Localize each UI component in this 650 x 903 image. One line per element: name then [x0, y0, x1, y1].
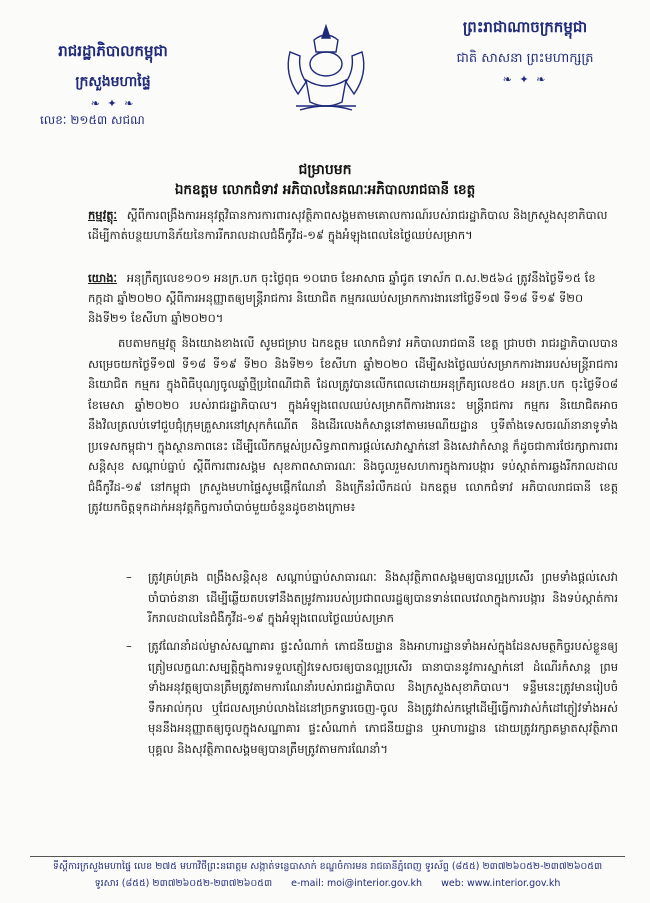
subject-block — [88, 205, 618, 245]
kingdom-header — [425, 18, 625, 86]
reference-text: អនុក្រឹត្យលេខ១០១ អនក្រ.បក ចុះថ្ងៃពុធ ១០រោច ខែអាសាធ ឆ្នាំជូត ទោស័ក ព.ស.២៥៦៤ ត្រូវនឹងថ្ងៃទី១៥ ខែកក្កដា ឆ្នាំ២០២០ ស្តីពីការអនុញ្ញាតឲ្យមន្ត្រីរាជការ និយោជិត កម្មករឈប់សម្រាកការងារនៅថ្ងៃទី១៧ ទី១៨ ទី១៩ ទី២០ និងទី២១ ខែសីហា ឆ្នាំ២០២០។ — [88, 271, 596, 325]
body-paragraph: តបតាមកម្មវត្ថុ និងយោងខាងលើ សូមជម្រាប ឯកឧត្តម លោកជំទាវ អភិបាលរាជធានី ខេត្ត ជ្រាបថា រាជរដ្ឋាភិបាលបានសម្រេចយកថ្ងៃទី១៧ ទី១៨ ទី១៩ ទី២០ និងទី២១ ខែសីហា ឆ្នាំ២០២០ ដើម្បីសងថ្ងៃឈប់សម្រាកការងាររបស់មន្ត្រីរាជការ និយោជិត កម្មករ ក្នុងពិធីបុណ្យចូលឆ្នាំថ្មីប្រពៃណីជាតិ ដែលត្រូវបានលើកពេលដោយអនុក្រឹត្យលេខ៥០ អនក្រ.បក ចុះថ្ងៃទី០៨ ខែមេសា ឆ្នាំ២០២០ របស់រាជរដ្ឋាភិបាល។ ក្នុងអំឡុងពេលឈប់សម្រាកពីការងារនេះ មន្ត្រីរាជការ កម្មករ និយោជិតអាចនឹងវិលត្រលប់ទៅជួបជុំក្រុមគ្រួសារនៅស្រុកកំណើត និងដើរលេងកំសាន្តនៅតាមរមណីយដ្ឋាន ឬទីតាំងទេសចរណ៍នានាទូទាំងប្រទេសកម្ពុជា។ ក្នុងស្ថានភាពនេះ ដើម្បីលើកកម្ពស់ប្រសិទ្ធភាពការផ្តល់សេវាស្នាក់នៅ និងសេវាកំសាន្ត ក៏ដូចជាការថែរក្សាការពារសន្តិសុខ សណ្តាប់ធ្នាប់ ស្តីពីការពារសង្គម សុខភាពសាធារណៈ និងចូលរួមសហការក្នុងការបង្ការ ទប់ស្កាត់ការឆ្លងរីករាលដាលជំងឺកូវីដ-១៩ នៅកម្ពុជា ក្រសួងមហាផ្ទៃសូមផ្តើកណែនាំ និងក្រើនរំលឹកដល់ ឯកឧត្តម លោកជំទាវ អភិបាលរាជធានី ខេត្ត ត្រូវយកចិត្តទុកដាក់អនុវត្តកិច្ចការចាំបាច់មួយចំនួនដូចខាងក្រោម៖ — [88, 336, 618, 514]
footer-address: ទីស្តីការក្រសួងមហាផ្ទៃ លេខ ២៧៥ មហាវិថីព្រះនរោត្តម សង្កាត់ទន្លេបាសាក់ ខណ្ឌចំការមន រាជធានីភ្នំពេញ ទូរស័ព្ទ (៨៥៥) ២៣៧២៦០៥២-២៣៧២៦០៥៣ — [52, 861, 603, 872]
reference-label: យោងៈ — [88, 271, 118, 285]
bullet-dash-icon: – — [126, 639, 132, 653]
ministry-name: ក្រសួងមហាផ្ទៃ — [75, 74, 151, 90]
subject-text: ស្តីពីការពង្រឹងការអនុវត្តវិធានការការពារសុវត្ថិភាពសង្គមតាមគោលការណ៍របស់រាជរដ្ឋាភិបាល និងក្រសួងសុខាភិបាល ដើម្បីកាត់បន្ថយហានិភ័យនៃការរីករាលដាលជំងឺកូវីដ-១៩ ក្នុងអំឡុងពេលនៃថ្ងៃឈប់សម្រាក។ — [88, 208, 608, 242]
national-motto: ជាតិ សាសនា ព្រះមហាក្សត្រ — [456, 51, 594, 66]
footer-email[interactable]: e-mail: moi@interior.gov.kh — [291, 878, 423, 889]
addressee: ឯកឧត្តម លោកជំទាវ អភិបាលនៃគណៈអភិបាលរាជធានី ខេត្ត — [174, 182, 476, 198]
list-item-text: ត្រូវគ្រប់គ្រង ពង្រឹងសន្តិសុខ សណ្តាប់ធ្នាប់សាធារណៈ និងសុវត្ថិភាពសង្គមឲ្យបានល្អប្រសើរ ព្រមទាំងផ្តល់សេវាចាំបាច់នានា ដើម្បីឆ្លើយតបទៅនឹងតម្រូវការរបស់ប្រជាពលរដ្ឋឲ្យបានទាន់ពេលវេលាក្នុងការបង្ការ និងទប់ស្កាត់ការរីករាលដាលនៃជំងឺកូវីដ-១៩ ក្នុងអំឡុងពេលថ្ងៃឈប់សម្រាក — [148, 570, 618, 625]
reference-number: លេខៈ ២១៥៣ សជណ — [40, 113, 145, 127]
royal-emblem-icon — [270, 22, 382, 114]
subject-label: កម្មវត្ថុៈ — [88, 208, 118, 222]
footer-web[interactable]: web: www.interior.gov.kh — [441, 878, 561, 889]
government-name: រាជរដ្ឋាភិបាលកម្ពុជា — [58, 42, 168, 60]
ornament-divider-icon: ❧ ✦ ❧ — [90, 97, 136, 110]
ornament-divider-icon: ❧ ✦ ❧ — [502, 73, 548, 86]
kingdom-name: ព្រះរាជាណាចក្រកម្ពុជា — [462, 18, 588, 36]
reference-block — [88, 268, 618, 328]
list-item-text: ត្រូវណែនាំដល់ម្ចាស់សណ្ឋាគារ ផ្ទះសំណាក់ ភោជនីយដ្ឋាន និងអាហារដ្ឋានទាំងអស់ក្នុងដែនសមត្ថកិច្ចរបស់ខ្លួនឲ្យត្រៀមលក្ខណៈសម្បត្តិក្នុងការទទួលភ្ញៀវទេសចរឲ្យបានល្អប្រសើរ ធានាបាននូវការស្នាក់នៅ ដំណើរកំសាន្ត ព្រមទាំងអនុវត្តឲ្យបានត្រឹមត្រូវតាមការណែនាំរបស់រាជរដ្ឋាភិបាល និងក្រសួងសុខាភិបាល។ ទន្ទឹមនេះត្រូវមានរៀបចំទឹកអាល់កុល ឬជែលសម្រាប់លាងដៃនៅច្រកទ្វារចេញ-ចូល និងត្រូវវាស់កម្តៅដើម្បីធ្វើការវាស់កំដៅភ្ញៀវទាំងអស់មុននឹងអនុញ្ញាតឲ្យចូលក្នុងសណ្ឋាគារ ផ្ទះសំណាក់ ភោជនីយដ្ឋាន ឬអាហារដ្ឋាន ដោយត្រូវរក្សាគម្លាតសុវត្ថិភាពបុគ្គល និងសុវត្ថិភាពសង្គមឲ្យបានត្រឹមត្រូវតាមការណែនាំ។ — [148, 639, 618, 756]
bullet-dash-icon: – — [126, 570, 132, 584]
footer-divider — [30, 856, 625, 857]
list-item — [126, 636, 618, 759]
footer-fax: ទូរសារ (៨៥៥) ២៣៧២៦០៥២-២៣៧២៦០៥៣ — [94, 878, 273, 889]
ministry-header — [38, 42, 188, 110]
salutation: ជម្រាបមក — [298, 162, 352, 178]
list-item — [126, 567, 618, 629]
footer-contacts — [30, 877, 625, 891]
